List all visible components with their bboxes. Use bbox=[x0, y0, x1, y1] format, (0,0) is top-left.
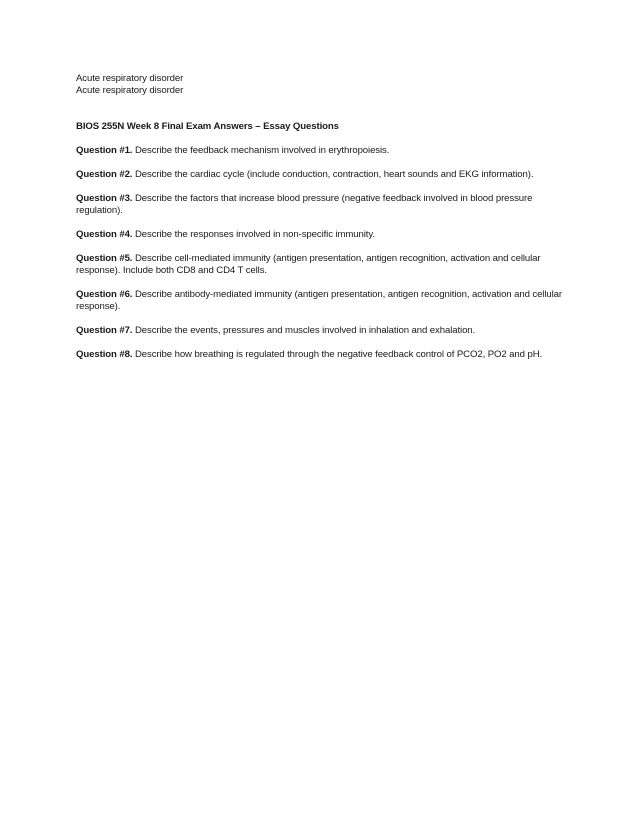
document-title: BIOS 255N Week 8 Final Exam Answers – Essay Questions bbox=[76, 121, 339, 132]
question-8 bbox=[76, 349, 566, 361]
question-text: Describe cell-mediated immunity (antigen presentation, antigen recognition, activation and cellular response). Include both CD8 and CD4 T cells. bbox=[76, 253, 541, 276]
question-2 bbox=[76, 169, 566, 181]
question-label: Question #1. bbox=[76, 145, 133, 156]
question-label: Question #7. bbox=[76, 325, 133, 336]
question-4 bbox=[76, 229, 566, 241]
question-7 bbox=[76, 325, 566, 337]
question-text: Describe the feedback mechanism involved in erythropoiesis. bbox=[134, 145, 390, 156]
question-3 bbox=[76, 193, 566, 217]
question-text: Describe the cardiac cycle (include conduction, contraction, heart sounds and EKG information). bbox=[134, 169, 534, 180]
question-text: Describe antibody-mediated immunity (antigen presentation, antigen recognition, activation and cellular response). bbox=[76, 289, 562, 312]
question-label: Question #3. bbox=[76, 193, 133, 204]
question-label: Question #2. bbox=[76, 169, 133, 180]
question-label: Question #4. bbox=[76, 229, 133, 240]
question-text: Describe the events, pressures and muscles involved in inhalation and exhalation. bbox=[134, 325, 476, 336]
question-text: Describe the factors that increase blood pressure (negative feedback involved in blood pressure regulation). bbox=[76, 193, 533, 216]
header-line: Acute respiratory disorder bbox=[76, 73, 184, 84]
question-1 bbox=[76, 145, 566, 157]
question-label: Question #8. bbox=[76, 349, 133, 360]
header-line: Acute respiratory disorder bbox=[76, 85, 184, 96]
question-6 bbox=[76, 289, 566, 313]
document-body bbox=[76, 73, 566, 361]
question-text: Describe how breathing is regulated through the negative feedback control of PCO2, PO2 and pH. bbox=[134, 349, 543, 360]
question-label: Question #6. bbox=[76, 289, 133, 300]
question-text: Describe the responses involved in non-specific immunity. bbox=[134, 229, 375, 240]
question-label: Question #5. bbox=[76, 253, 133, 264]
question-5 bbox=[76, 253, 566, 277]
